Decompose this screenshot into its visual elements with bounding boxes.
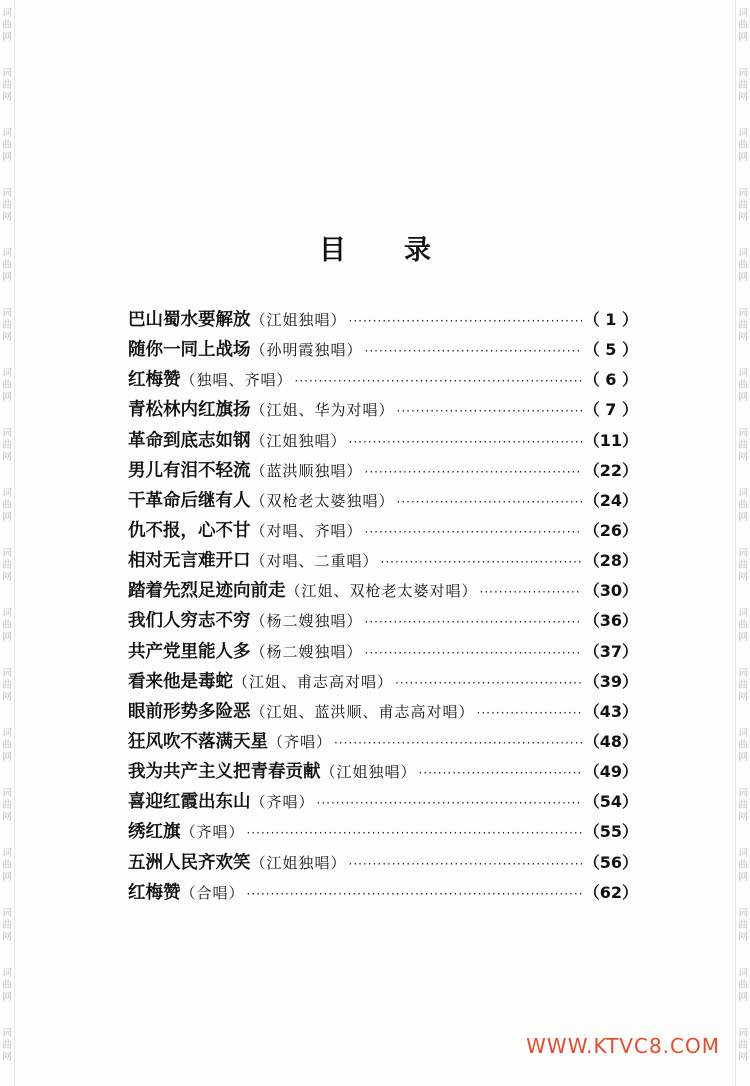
watermark-stamp: 词 曲 网 (738, 128, 748, 163)
toc-page: （ 1 ） (583, 310, 638, 329)
toc-performer: （合唱） (180, 883, 245, 902)
toc-leader (349, 857, 582, 871)
toc-title: 看来他是毒蛇 (128, 671, 233, 692)
toc-performer: （齐唱） (250, 793, 315, 812)
toc-page: （49） (583, 762, 638, 782)
toc-entry[interactable] (128, 879, 638, 909)
watermark-stamp: 词 曲 网 (2, 188, 12, 223)
watermark-stamp: 词 曲 网 (738, 848, 748, 883)
toc-page: （48） (583, 731, 638, 751)
toc-leader (480, 585, 582, 599)
toc-title: 革命到底志如钢 (128, 430, 251, 451)
toc-page: （28） (583, 551, 638, 571)
watermark-stamp: 词 曲 网 (2, 248, 12, 283)
toc-title: 随你一同上战场 (128, 340, 251, 361)
toc-leader (365, 465, 582, 479)
watermark-right (736, 0, 750, 1086)
toc-entry[interactable] (128, 607, 638, 637)
toc-performer: （江姐独唱） (250, 853, 347, 872)
toc-entry[interactable] (128, 788, 638, 818)
watermark-stamp: 词 曲 网 (738, 68, 748, 103)
toc-leader (295, 374, 582, 388)
toc-leader (477, 706, 582, 720)
toc-performer: （江姐独唱） (320, 763, 417, 782)
toc-page: （39） (583, 671, 638, 691)
toc-entry[interactable] (128, 577, 638, 607)
watermark-stamp: 词 曲 网 (2, 308, 12, 343)
watermark-stamp: 词 曲 网 (2, 368, 12, 403)
toc-performer: （独唱、齐唱） (180, 371, 293, 390)
toc-leader (247, 826, 582, 840)
toc-title: 共产党里能人多 (128, 641, 251, 662)
toc-page: （11） (583, 430, 638, 450)
title-char: 目 (319, 235, 346, 266)
toc-title: 狂风吹不落满天星 (128, 731, 268, 752)
toc-title: 青松林内红旗扬 (128, 400, 251, 421)
toc-performer: （杨二嫂独唱） (250, 612, 363, 631)
toc-leader (349, 435, 582, 449)
toc-page: （54） (583, 792, 638, 812)
toc-entry[interactable] (128, 728, 638, 758)
watermark-stamp: 词 曲 网 (738, 488, 748, 523)
toc-entry[interactable] (128, 366, 638, 396)
toc-title: 仇不报，心不甘 (128, 520, 251, 541)
watermark-stamp: 词 曲 网 (738, 428, 748, 463)
toc-title: 五洲人民齐欢笑 (128, 852, 251, 873)
toc-performer: （孙明霞独唱） (250, 341, 363, 360)
toc-performer: （对唱、齐唱） (250, 521, 363, 540)
watermark-stamp: 词 曲 网 (738, 308, 748, 343)
watermark-stamp: 词 曲 网 (738, 248, 748, 283)
watermark-stamp: 词 曲 网 (738, 1028, 748, 1063)
watermark-stamp: 词 曲 网 (738, 968, 748, 1003)
toc-title: 红梅赞 (128, 370, 181, 391)
watermark-stamp: 词 曲 网 (2, 968, 12, 1003)
toc-title: 踏着先烈足迹向前走 (128, 581, 286, 602)
watermark-stamp: 词 曲 网 (2, 428, 12, 463)
title-char: 录 (404, 235, 431, 266)
toc-leader (365, 344, 582, 358)
toc-page: （43） (583, 701, 638, 721)
toc-leader (334, 736, 582, 750)
toc-entry[interactable] (128, 758, 638, 788)
toc-leader (397, 495, 582, 509)
toc-leader (349, 314, 582, 328)
watermark-stamp: 词 曲 网 (2, 908, 12, 943)
toc-title: 我们人穷志不穷 (128, 611, 251, 632)
toc-title: 巴山蜀水要解放 (128, 310, 251, 330)
toc-leader (419, 766, 582, 780)
toc-page: （62） (583, 882, 638, 902)
table-of-contents (128, 306, 638, 909)
toc-entry[interactable] (128, 668, 638, 698)
toc-leader (365, 525, 582, 539)
toc-leader (395, 676, 582, 690)
watermark-stamp: 词 曲 网 (2, 548, 12, 583)
toc-page: （36） (583, 611, 638, 631)
watermark-stamp: 词 曲 网 (2, 788, 12, 823)
watermark-stamp: 词 曲 网 (738, 608, 748, 643)
watermark-stamp: 词 曲 网 (2, 68, 12, 103)
site-watermark-logo: WWW.KTVC8.COM (526, 1034, 720, 1058)
toc-performer: （江姐、甫志高对唱） (233, 672, 394, 691)
toc-leader (365, 615, 582, 629)
watermark-stamp: 词 曲 网 (738, 368, 748, 403)
toc-page: （24） (583, 490, 638, 510)
toc-performer: （江姐、蓝洪顺、甫志高对唱） (250, 702, 475, 721)
toc-leader (381, 555, 582, 569)
toc-title: 我为共产主义把青春贡献 (128, 762, 321, 783)
watermark-stamp: 词 曲 网 (738, 788, 748, 823)
toc-page: （22） (583, 460, 638, 480)
toc-entry[interactable] (128, 698, 638, 728)
watermark-stamp: 词 曲 网 (2, 8, 12, 43)
toc-title: 红梅赞 (128, 882, 181, 903)
toc-title: 相对无言难开口 (128, 551, 251, 572)
toc-page: （ 6 ） (583, 370, 638, 390)
watermark-stamp: 词 曲 网 (2, 848, 12, 883)
toc-page: （26） (583, 520, 638, 540)
watermark-stamp: 词 曲 网 (738, 8, 748, 43)
toc-page: （ 5 ） (583, 340, 638, 360)
toc-page: （37） (583, 641, 638, 661)
watermark-stamp: 词 曲 网 (2, 608, 12, 643)
toc-leader (365, 646, 582, 660)
toc-page: （30） (583, 581, 638, 601)
toc-entry[interactable] (128, 849, 638, 879)
watermark-stamp: 词 曲 网 (2, 1028, 12, 1063)
toc-leader (317, 796, 582, 810)
toc-entry[interactable] (128, 517, 638, 547)
toc-entry[interactable] (128, 336, 638, 366)
toc-performer: （江姐、双枪老太婆对唱） (285, 582, 478, 601)
toc-leader (397, 404, 582, 418)
toc-title: 干革命后继有人 (128, 490, 251, 511)
toc-performer: （蓝洪顺独唱） (250, 461, 363, 480)
toc-page: （55） (583, 822, 638, 842)
toc-performer: （齐唱） (180, 823, 245, 842)
watermark-stamp: 词 曲 网 (738, 908, 748, 943)
toc-entry[interactable] (128, 487, 638, 517)
toc-entry[interactable] (128, 306, 638, 336)
toc-title: 喜迎红霞出东山 (128, 792, 251, 813)
toc-entry[interactable] (128, 638, 638, 668)
toc-performer: （江姐独唱） (250, 431, 347, 450)
toc-performer: （双枪老太婆独唱） (250, 491, 395, 510)
watermark-stamp: 词 曲 网 (2, 488, 12, 523)
watermark-stamp: 词 曲 网 (738, 188, 748, 223)
toc-entry[interactable] (128, 427, 638, 457)
page-title (0, 228, 750, 267)
watermark-stamp: 词 曲 网 (738, 548, 748, 583)
toc-title: 绣红旗 (128, 822, 181, 843)
toc-page: （ 7 ） (583, 400, 638, 420)
toc-performer: （对唱、二重唱） (250, 552, 379, 571)
toc-performer: （齐唱） (268, 732, 333, 751)
toc-performer: （江姐、华为对唱） (250, 401, 395, 420)
watermark-stamp: 词 曲 网 (2, 128, 12, 163)
toc-performer: （江姐独唱） (250, 311, 347, 329)
toc-entry[interactable] (128, 457, 638, 487)
watermark-stamp: 词 曲 网 (738, 728, 748, 763)
toc-page: （56） (583, 852, 638, 872)
toc-leader (247, 887, 582, 901)
toc-title: 眼前形势多险恶 (128, 701, 251, 722)
toc-entry[interactable] (128, 396, 638, 426)
watermark-stamp: 词 曲 网 (738, 668, 748, 703)
watermark-stamp: 词 曲 网 (2, 668, 12, 703)
toc-entry[interactable] (128, 547, 638, 577)
toc-performer: （杨二嫂独唱） (250, 642, 363, 661)
toc-entry[interactable] (128, 818, 638, 848)
watermark-stamp: 词 曲 网 (2, 728, 12, 763)
watermark-left (0, 0, 14, 1086)
toc-title: 男儿有泪不轻流 (128, 460, 251, 481)
